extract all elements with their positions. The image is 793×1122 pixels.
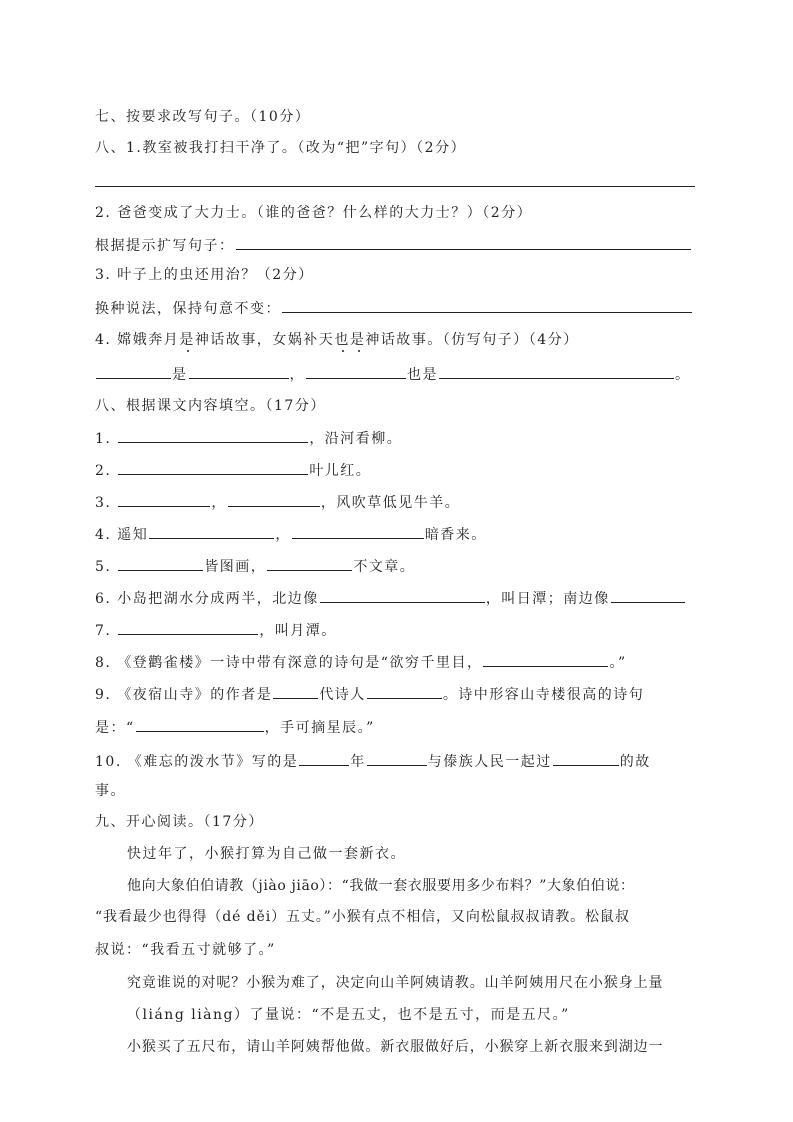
q4-dotted: 是 — [179, 332, 195, 348]
question-2: 2. 爸爸变成了大力士。（谁的爸爸？什么样的大力士？）（2分） — [95, 205, 533, 221]
answer-blank[interactable] — [118, 555, 203, 571]
num: 5. — [95, 559, 112, 575]
answer-blank[interactable] — [273, 683, 318, 699]
text: ，叫月潭。 — [259, 623, 337, 639]
text: ， — [211, 495, 227, 511]
fill-4 — [95, 523, 487, 545]
fill-10 — [95, 750, 651, 772]
text: 年 — [350, 754, 366, 770]
answer-blank[interactable] — [118, 491, 210, 507]
text: 代诗人 — [319, 687, 366, 703]
fill-8 — [95, 651, 627, 673]
prompt: 根据提示扩写句子： — [95, 238, 235, 254]
answer-blank[interactable] — [292, 523, 424, 539]
answer-blank[interactable] — [553, 750, 619, 766]
fill-7 — [95, 619, 337, 641]
text: ，手可摘星辰。” — [264, 720, 375, 736]
word: 。 — [675, 367, 691, 383]
question-3-answer — [95, 297, 693, 319]
reading-paragraph: 叔说：“我看五寸就够了。” — [95, 942, 276, 958]
num: 7. — [95, 623, 112, 639]
answer-blank[interactable] — [228, 491, 320, 507]
reading-paragraph: （liáng liàng）了量说：“不是五丈，也不是五寸，而是五尺。” — [127, 1007, 570, 1023]
question-4 — [95, 330, 579, 350]
answer-blank[interactable] — [367, 683, 442, 699]
answer-blank[interactable] — [236, 234, 691, 250]
section-7-title: 七、按要求改写句子。（10分） — [95, 109, 311, 125]
text: 不文章。 — [353, 559, 416, 575]
answer-blank[interactable] — [189, 363, 289, 379]
answer-blank[interactable] — [306, 363, 406, 379]
answer-blank[interactable] — [367, 750, 427, 766]
fill-5 — [95, 555, 415, 577]
answer-blank[interactable] — [118, 619, 258, 635]
num: 10. 《难忘的泼水节》写的是 — [95, 754, 299, 770]
answer-blank[interactable] — [118, 459, 308, 475]
answer-blank[interactable] — [267, 555, 352, 571]
question-4-answer — [95, 363, 691, 385]
q4-dotted: 也 — [334, 332, 350, 348]
fill-10b: 事。 — [95, 783, 126, 799]
num: 1. — [95, 431, 112, 447]
answer-line-1[interactable] — [95, 186, 695, 187]
fill-9 — [95, 683, 644, 705]
text: 与傣族人民一起过 — [427, 754, 552, 770]
q4-dotted: 是 — [349, 332, 366, 348]
fill-6 — [95, 587, 686, 609]
answer-blank[interactable] — [611, 587, 685, 603]
fill-9b — [95, 716, 375, 738]
num: 6. 小岛把湖水分成两半，北边像 — [95, 591, 319, 607]
text: 。” — [609, 655, 627, 671]
prompt: 换种说法，保持句意不变： — [95, 301, 281, 317]
num: 3. — [95, 495, 112, 511]
num: 9. 《夜宿山寺》的作者是 — [95, 687, 273, 703]
text: 的故 — [619, 754, 651, 770]
text: ， — [275, 527, 291, 543]
reading-paragraph: 小猴买了五尺布，请山羊阿姨帮他做。新衣服做好后，小猴穿上新衣服来到湖边一 — [127, 1039, 664, 1055]
text: 。诗中形容山寺楼很高的诗句 — [442, 687, 645, 703]
reading-paragraph: 究竟谁说的对呢？小猴为难了，决定向山羊阿姨请教。山羊阿姨用尺在小猴身上量 — [127, 975, 664, 991]
section-8-title: 八、根据课文内容填空。（17分） — [95, 398, 326, 414]
answer-blank[interactable] — [282, 297, 692, 313]
reading-paragraph: 他向大象伯伯请教（jiào jiāo）：“我做一套衣服要用多少布料？”大象伯伯说： — [127, 878, 635, 894]
word: 是 — [172, 367, 188, 383]
answer-blank[interactable] — [149, 523, 274, 539]
fill-3 — [95, 491, 460, 513]
q4-text: 神话故事，女娲补天 — [194, 332, 335, 348]
num: 是：“ — [95, 720, 135, 736]
question-1: 八、1.教室被我打扫干净了。（改为“把”字句）（2分） — [95, 140, 467, 156]
fill-2 — [95, 459, 371, 481]
section-9-title: 九、开心阅读。（17分） — [95, 814, 264, 830]
reading-paragraph: 快过年了，小猴打算为自己做一套新衣。 — [127, 846, 406, 862]
num: 2. — [95, 463, 112, 479]
answer-blank[interactable] — [136, 716, 264, 732]
text: 皆图画， — [204, 559, 267, 575]
answer-blank[interactable] — [439, 363, 674, 379]
answer-blank[interactable] — [118, 427, 308, 443]
question-2-answer — [95, 234, 692, 256]
text: ，叫日潭；南边像 — [485, 591, 610, 607]
text: 暗香来。 — [424, 527, 487, 543]
answer-blank[interactable] — [320, 587, 485, 603]
answer-blank[interactable] — [96, 363, 171, 379]
question-3: 3. 叶子上的虫还用治？（2分） — [95, 267, 314, 283]
q4-text: 神话故事。（仿写句子）（4分） — [365, 332, 579, 348]
fill-1 — [95, 427, 402, 449]
word: ， — [289, 367, 305, 383]
num: 4. 遥知 — [95, 527, 149, 543]
text: 叶儿红。 — [309, 463, 372, 479]
answer-blank[interactable] — [483, 651, 608, 667]
num: 8. 《登鹳雀楼》一诗中带有深意的诗句是“欲穷千里目， — [95, 655, 483, 671]
q4-text: 4. 嫦娥奔月 — [95, 332, 180, 348]
text: ，沿河看柳。 — [309, 431, 403, 447]
reading-paragraph: “我看最少也得得（dé děi）五丈。”小猴有点不相信，又向松鼠叔叔请教。松鼠叔 — [95, 909, 630, 925]
answer-blank[interactable] — [299, 750, 349, 766]
text: ，风吹草低见牛羊。 — [320, 495, 461, 511]
word: 也是 — [407, 367, 438, 383]
